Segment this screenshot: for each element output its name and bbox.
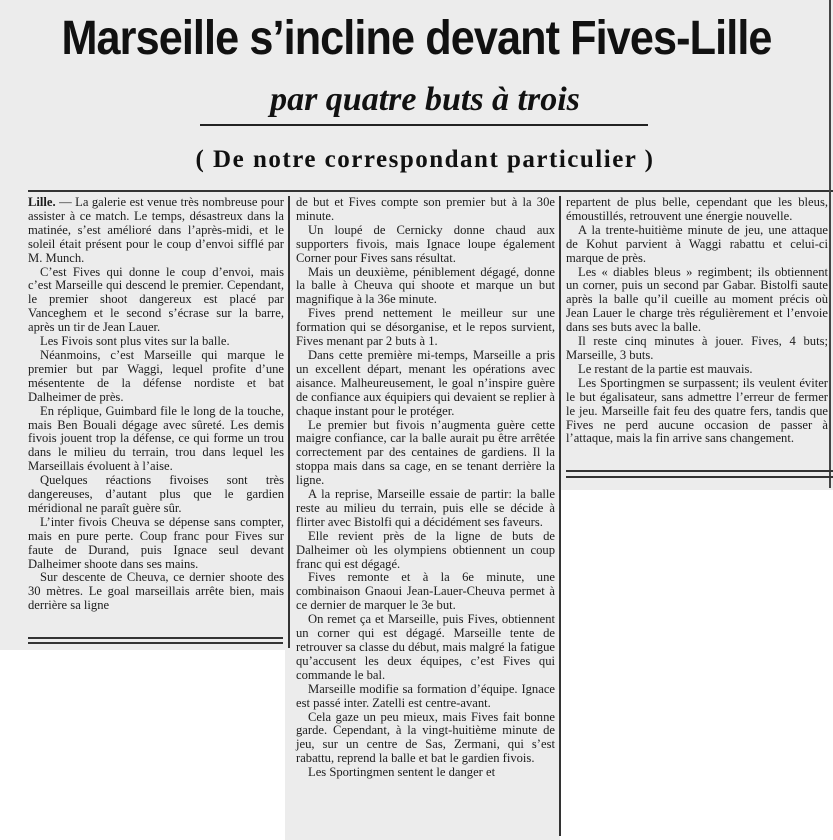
article-paragraph: [296, 530, 555, 572]
column-end-rule: [566, 470, 833, 472]
paragraph-text: C’est Fives qui donne le coup d’envoi, mais c’est Marseille qui descend le premier. Cependant, le premier shoot dangereux est placé par Vanceghem et le second s’écrase sur la barre, après un tir de Jean Lauer.: [28, 264, 284, 335]
paragraph-text: — La galerie est venue très nombreuse pour assister à ce match. Le temps, désastreux dans la matinée, s’est amélioré dans l’après-midi, et le soleil était présent pour le coup d’envoi sifflé par M. Munch.: [28, 195, 284, 265]
article-paragraph: [296, 349, 555, 419]
paragraph-text: Les « diables bleus » regimbent; ils obtiennent un corner, puis un second par Gabar. Bistolfi saute après la balle qu’il cueille au moment précis où Jean Lauer le charge très régulièrement et l’envoie dans ses buts avec la balle.: [566, 264, 828, 335]
article-paragraph: [296, 307, 555, 349]
article-paragraph: [296, 571, 555, 613]
article-headline: Marseille s’incline devant Fives-Lille: [61, 12, 772, 65]
article-subheadline: par quatre buts à trois: [270, 81, 580, 118]
paragraph-text: Mais un deuxième, péniblement dégagé, donne la balle à Cheuva qui shoote et marque un but magnifique à la 36e minute.: [296, 264, 555, 307]
article-paragraph: [296, 419, 555, 489]
paragraph-text: Marseille modifie sa formation d’équipe. Ignace est passé inter. Zatelli est centre-avant.: [296, 681, 555, 710]
article-paragraph: [28, 405, 284, 475]
article-paragraph: [566, 266, 828, 336]
column-end-rule: [28, 637, 283, 639]
column-end-rule: [566, 476, 833, 478]
article-byline: ( De notre correspondant particulier ): [195, 146, 655, 173]
page-border: [829, 0, 831, 488]
article-paragraph: [566, 363, 828, 377]
subheadline-underline: [200, 124, 648, 126]
paragraph-text: L’inter fivois Cheuva se dépense sans compter, mais en pure perte. Coup franc pour Fives sur faute de Durand, puis Ignace seul devant Dalheimer shoote dans ses mains.: [28, 514, 284, 571]
article-paragraph: [28, 196, 284, 266]
paragraph-text: A la reprise, Marseille essaie de partir: la balle reste au milieu du terrain, puis elle se décide à flirter avec Bistolfi qui a décidément ses faveurs.: [296, 487, 555, 529]
article-paragraph: [296, 711, 555, 767]
column-divider: [288, 196, 290, 648]
paragraph-text: de but et Fives compte son premier but à la 30e minute.: [296, 195, 555, 223]
article-paragraph: [28, 349, 284, 405]
article-paragraph: [296, 196, 555, 224]
paragraph-text: Fives remonte et à la 6e minute, une combinaison Gnaoui Jean-Lauer-Cheuva permet à ce dernier de marquer le 3e but.: [296, 570, 555, 613]
header-divider: [28, 190, 833, 192]
article-paragraph: [566, 377, 828, 447]
paragraph-text: A la trente-huitième minute de jeu, une attaque de Kohut parvient à Waggi rabattu et celui-ci marque de près.: [566, 222, 828, 265]
article-paragraph: [296, 224, 555, 266]
paragraph-text: On remet ça et Marseille, puis Fives, obtiennent un corner qui est dégagé. Marseille tente de retrouver sa classe du début, mais malgré la fatigue qu’accusent les deux équipes, c’est Fives qui commande le bal.: [296, 612, 555, 682]
article-paragraph: [566, 196, 828, 224]
article-paragraph: [28, 266, 284, 336]
paragraph-text: En réplique, Guimbard file le long de la touche, mais Ben Bouali dégage avec sûreté. Les demis fivois jouent trop la défense, ce qui forme un trou dans le milieu du terrain, trou dans lequel les Marseillais évoluent à l’aise.: [28, 403, 284, 474]
paragraph-text: Quelques réactions fivoises sont très dangereuses, d’autant plus que le gardien méridional ne paraît guère sûr.: [28, 473, 284, 515]
article-paragraph: [296, 266, 555, 308]
paragraph-text: Le restant de la partie est mauvais.: [578, 361, 753, 376]
paragraph-text: Néanmoins, c’est Marseille qui marque le premier but par Waggi, lequel profite d’une mésentente de la défense nordiste et bat Dalheimer de près.: [28, 347, 284, 404]
paragraph-text: Un loupé de Cernicky donne chaud aux supporters fivois, mais Ignace loupe également Corner pour Fives sans résultat.: [296, 222, 555, 265]
article-column-2: [296, 196, 555, 780]
paragraph-text: repartent de plus belle, cependant que les bleus, émoustillés, retrouvent une énergie nouvelle.: [566, 195, 828, 223]
paragraph-text: Il reste cinq minutes à jouer. Fives, 4 buts; Marseille, 3 buts.: [566, 334, 828, 362]
paragraph-text: Les Sportingmen se surpassent; ils veulent éviter le but égalisateur, sans admettre l’erreur de fermer le jeu. Marseille fait feu des quatre fers, tandis que Fives ne perd aucune occasion de passer à l’attaque, mais la fin arrive sans changement.: [566, 375, 828, 446]
paragraph-text: Les Sportingmen sentent le danger et: [308, 765, 496, 780]
article-paragraph: [28, 335, 284, 349]
column-divider: [559, 196, 561, 836]
paragraph-text: Fives prend nettement le meilleur sur une formation qui se désorganise, et le repos survient, Fives menant par 2 buts à 1.: [296, 306, 555, 349]
article-paragraph: [28, 516, 284, 572]
paragraph-text: Le premier but fivois n’augmenta guère cette maigre confiance, car la balle aurait pu être arrêtée correctement par des centaines de gardiens. Il la stoppa mais dans sa cage, en se tenant derrière la ligne.: [296, 417, 555, 488]
paragraph-text: Sur descente de Cheuva, ce dernier shoote des 30 mètres. Le goal marseillais arrête bien, mais derrière sa ligne: [28, 570, 284, 613]
article-paragraph: [296, 766, 555, 780]
article-paragraph: [296, 613, 555, 683]
article-column-3: [566, 196, 828, 446]
paragraph-text: Les Fivois sont plus vites sur la balle.: [40, 334, 230, 349]
article-paragraph: [28, 474, 284, 516]
article-column-1: [28, 196, 284, 613]
article-paragraph: [296, 683, 555, 711]
column-end-rule: [28, 642, 283, 644]
article-paragraph: [28, 571, 284, 613]
paragraph-text: Cela gaze un peu mieux, mais Fives fait bonne garde. Cependant, à la vingt-huitième minute de jeu, sur un centre de Sas, Zermani, qui s’est rabattu, reprend la balle et bat le gardien fivois.: [296, 709, 555, 766]
paragraph-text: Elle revient près de la ligne de buts de Dalheimer où les olympiens obtiennent un coup franc qui est dégagé.: [296, 528, 555, 571]
paragraph-text: Dans cette première mi-temps, Marseille a pris un excellent départ, menant les opérations avec aisance. Malheureusement, le goal n’inspire guère de confiance aux équipiers qui devaient se replier à chaque instant pour le protéger.: [296, 347, 555, 418]
article-paragraph: [296, 488, 555, 530]
article-paragraph: [566, 224, 828, 266]
article-paragraph: [566, 335, 828, 363]
dateline: Lille.: [28, 195, 56, 209]
